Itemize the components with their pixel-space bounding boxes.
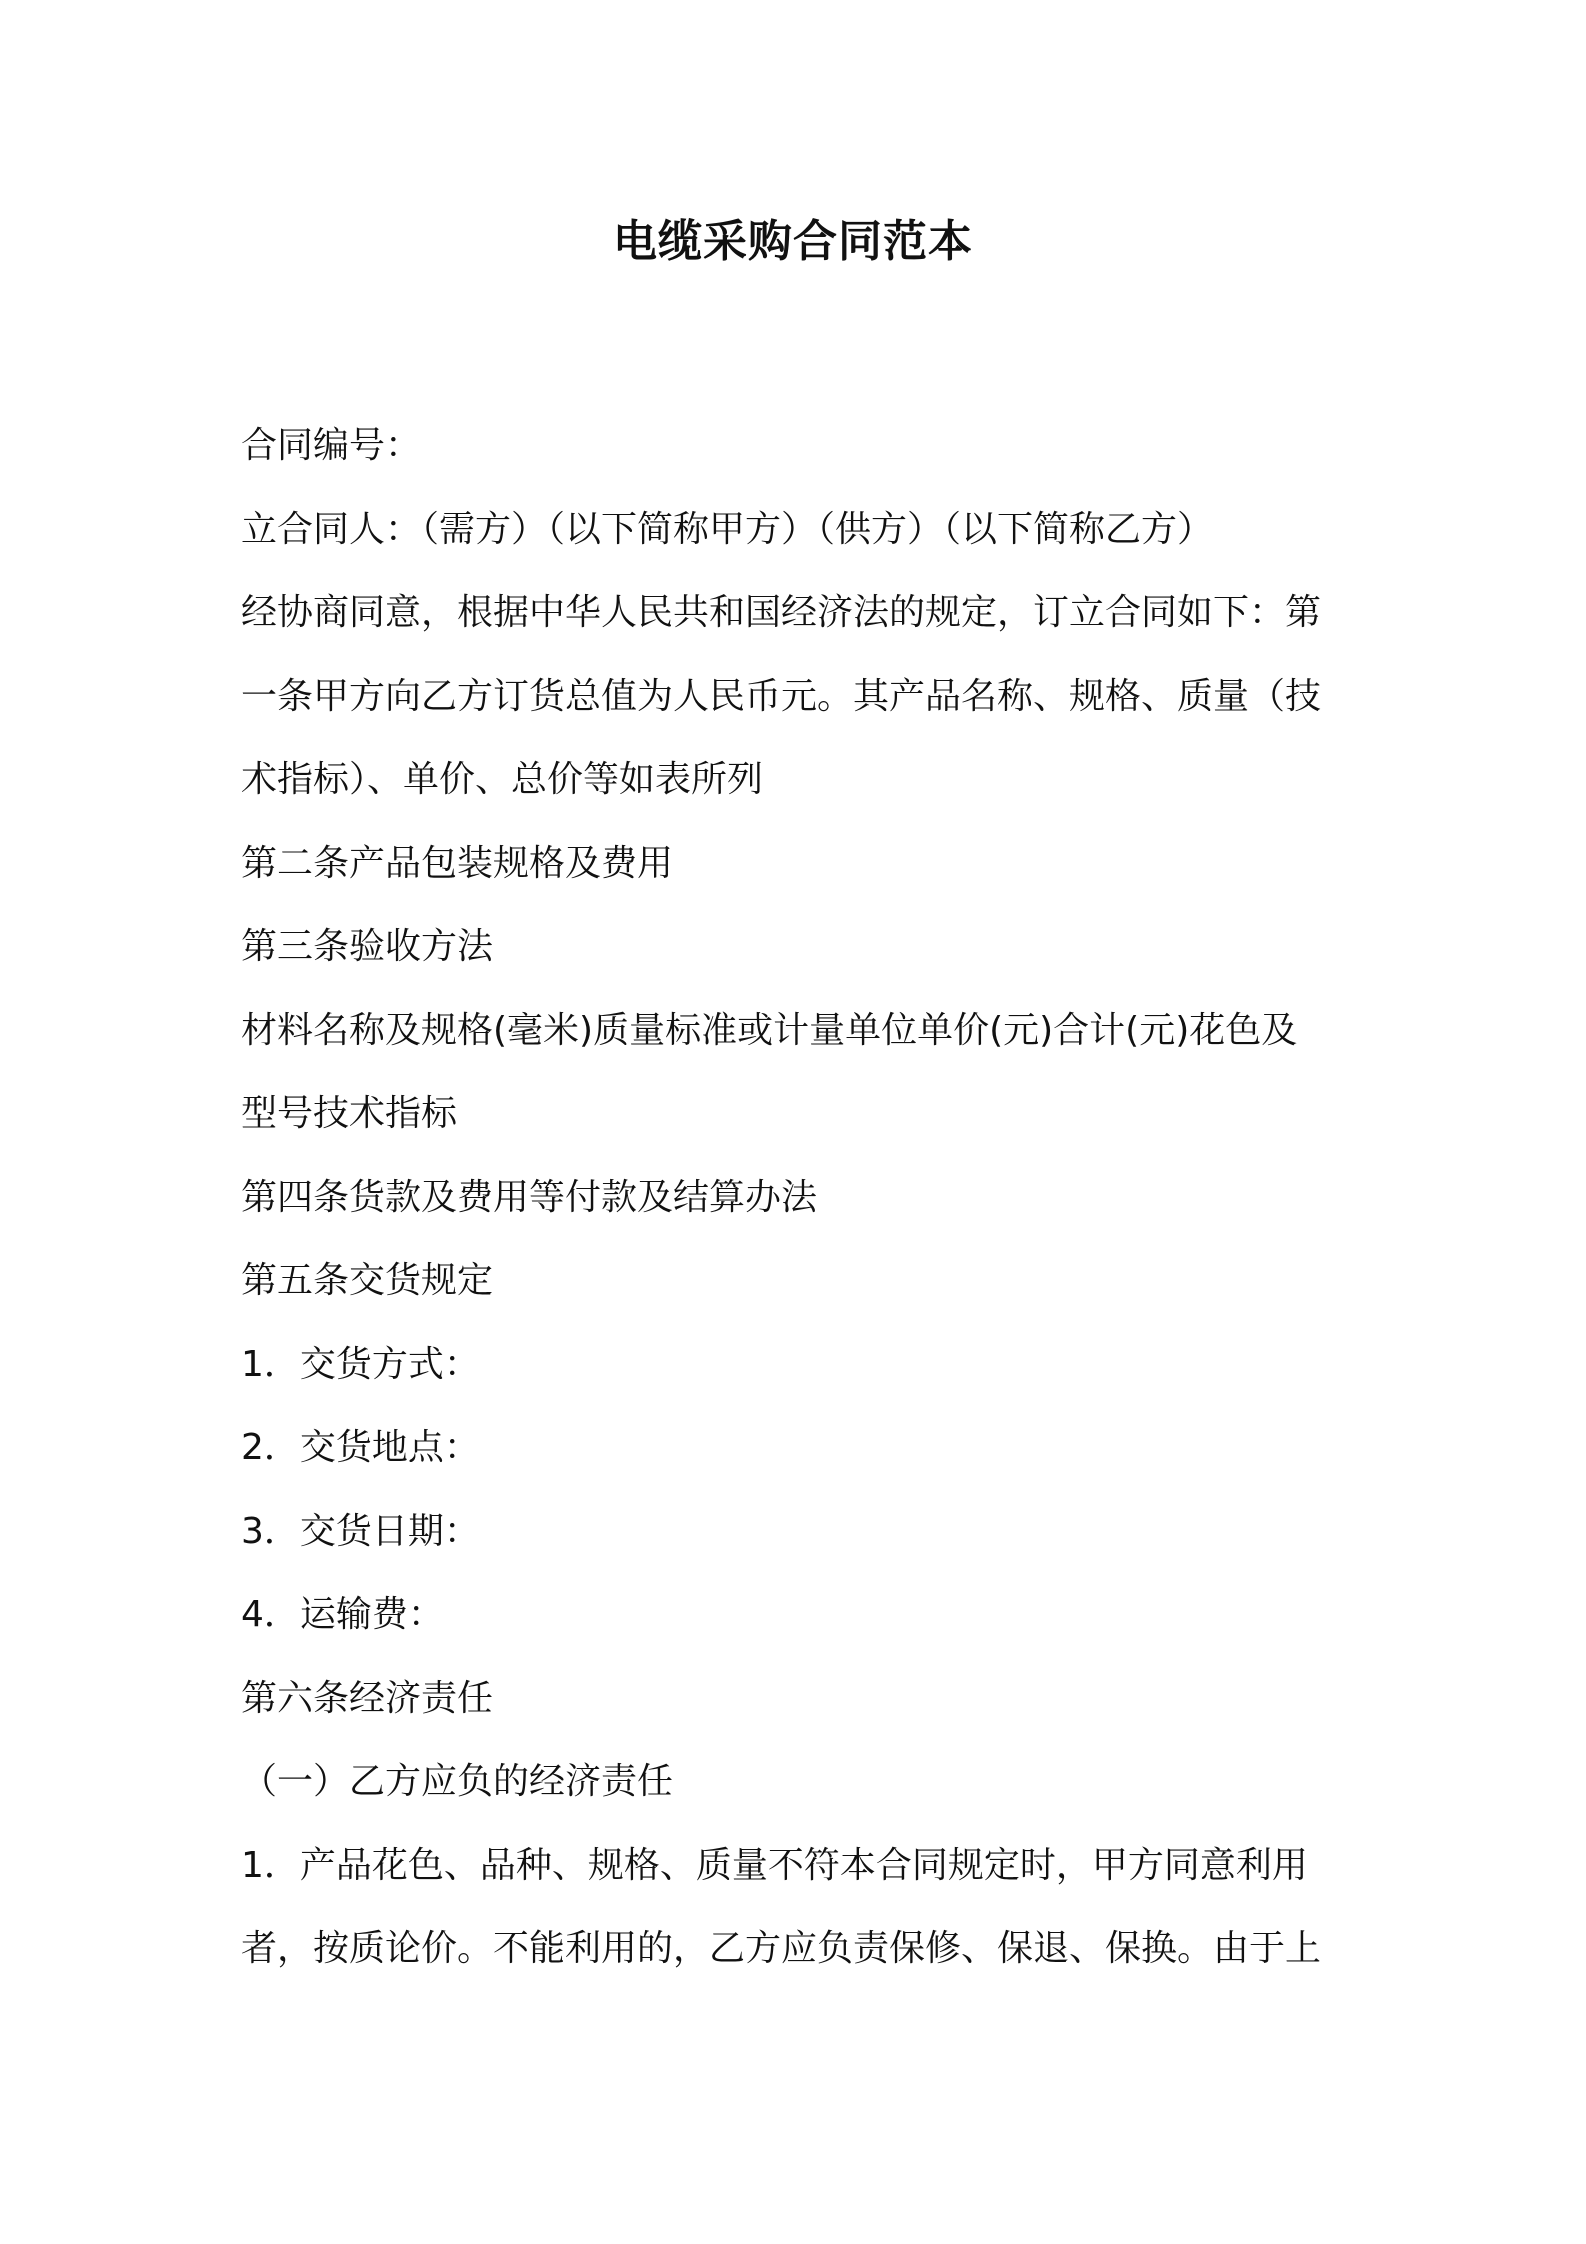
paragraph-line: 经协商同意，根据中华人民共和国经济法的规定，订立合同如下：第 — [241, 592, 1322, 633]
paragraph-line: 1．产品花色、品种、规格、质量不符本合同规定时，甲方同意利用 — [241, 1844, 1308, 1886]
paragraph-line: 一条甲方向乙方订货总值为人民币元。其产品名称、规格、质量（技 — [241, 675, 1322, 717]
article-heading: 第三条验收方法 — [241, 926, 494, 967]
document-title: 电缆采购合同范本 — [613, 216, 973, 267]
paragraph-line: 材料名称及规格(毫米)质量标准或计量单位单价(元)合计(元)花色及 — [241, 1009, 1298, 1051]
parties-line: 立合同人：（需方）（以下简称甲方）（供方）（以下简称乙方） — [241, 508, 1214, 550]
list-item: 1．交货方式： — [241, 1343, 480, 1385]
document-body — [241, 404, 1356, 1991]
article-heading: 第四条货款及费用等付款及结算办法 — [241, 1176, 818, 1218]
list-item: 2．交货地点： — [241, 1427, 480, 1468]
article-heading: 第二条产品包装规格及费用 — [241, 842, 674, 884]
section-heading: （一）乙方应负的经济责任 — [241, 1761, 674, 1802]
article-heading: 第六条经济责任 — [241, 1677, 494, 1719]
list-item: 4．运输费： — [241, 1594, 444, 1635]
contract-number-line: 合同编号： — [241, 425, 422, 466]
article-heading: 第五条交货规定 — [241, 1260, 494, 1301]
paragraph-line: 者，按质论价。不能利用的，乙方应负责保修、保退、保换。由于上 — [241, 1928, 1322, 1969]
paragraph-line: 术指标）、单价、总价等如表所列 — [241, 759, 764, 800]
list-item: 3．交货日期： — [241, 1510, 480, 1552]
paragraph-line: 型号技术指标 — [241, 1093, 458, 1134]
